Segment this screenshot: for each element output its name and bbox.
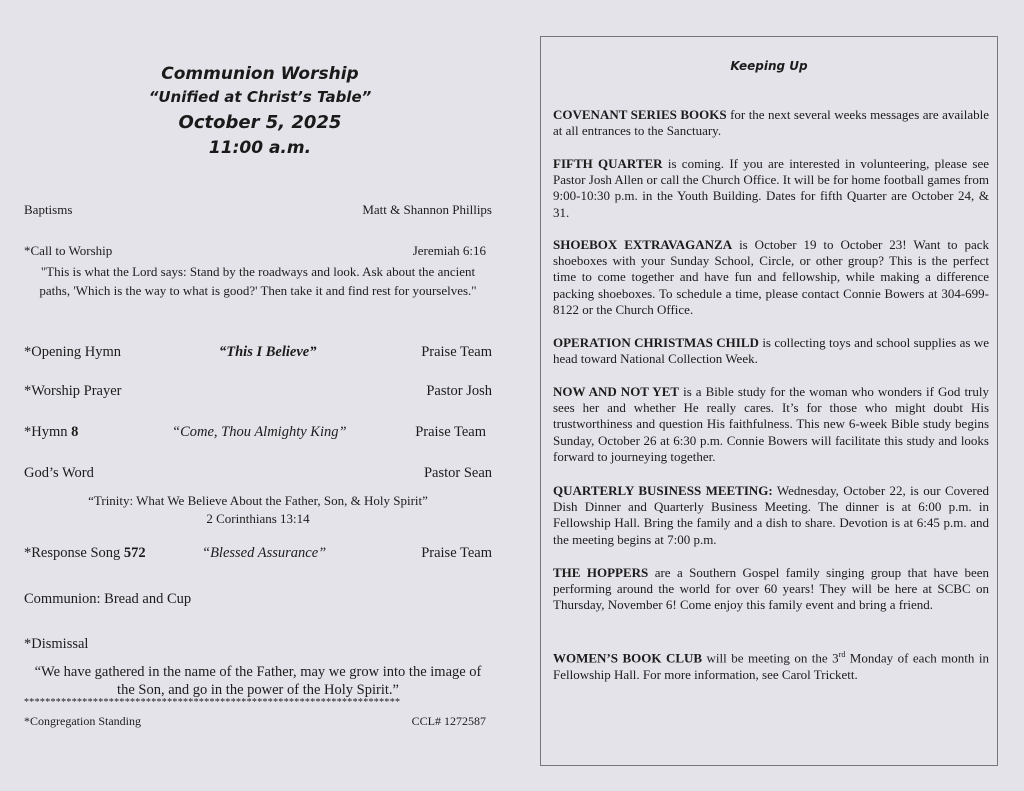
- call-quote: "This is what the Lord says: Stand by the roadways and look. Ask about the ancient paths, 'Which is the way to what is good?' Then take it and find rest for yourselves.": [39, 264, 477, 298]
- service-date: October 5, 2025: [178, 112, 342, 133]
- baptisms-names: Matt & Shannon Phillips: [362, 202, 492, 217]
- sermon-reference: 2 Corinthians 13:14: [206, 511, 310, 526]
- call-label: *Call to Worship: [24, 243, 113, 258]
- page-subtitle: “Unified at Christ’s Table”: [148, 88, 372, 106]
- opening-hymn-row: [24, 344, 492, 361]
- response-title: “Blessed Assurance”: [202, 545, 327, 561]
- announcement-shoebox: SHOEBOX EXTRAVAGANZA is October 19 to October 23! Want to pack shoeboxes with your Sunday School, Circle, or other group? This is the perfect time to come together and have fun and fellowship, while making a difference packing shoeboxes. To schedule a time, please contact Connie Bowers at 304-699-8122 or the Church Office.: [553, 237, 989, 317]
- opening-hymn-title: “This I Believe”: [219, 344, 317, 360]
- announcement-operation-christmas-child: OPERATION CHRISTMAS CHILD is collecting toys and school supplies as we head toward National Collection Week.: [553, 335, 989, 367]
- worship-prayer-row: [24, 383, 492, 400]
- page-title: Communion Worship: [161, 64, 359, 84]
- sermon-title: “Trinity: What We Believe About the Father, Son, & Holy Spirit”: [88, 493, 428, 508]
- ccl-number: CCL# 1272587: [411, 714, 486, 728]
- response-number: 572: [123, 545, 146, 561]
- baptisms-row: [24, 202, 492, 218]
- call-to-worship-row: [24, 243, 492, 259]
- communion-row: [24, 591, 492, 608]
- response-song-row: [24, 545, 492, 562]
- keeping-up-panel: [540, 36, 998, 766]
- opening-label: *Opening Hymn: [24, 344, 122, 360]
- dismissal-label: *Dismissal: [24, 636, 89, 652]
- prayer-label: *Worship Prayer: [24, 383, 122, 399]
- response-leader: Praise Team: [421, 545, 492, 561]
- divider-stars: ***********************************************************************: [24, 697, 401, 708]
- service-time: 11:00 a.m.: [208, 138, 312, 158]
- hymn-label: *Hymn 8: [24, 424, 79, 440]
- announcement-the-hoppers: THE HOPPERS are a Southern Gospel family singing group that have been performing around the world for over 60 years! They will be here at SCBC on Thursday, November 6! Come enjoy this family event and bring a friend.: [553, 565, 990, 613]
- hymn-title: “Come, Thou Almighty King”: [172, 424, 347, 440]
- communion-label: Communion: Bread and Cup: [24, 591, 192, 607]
- announcement-book-club: WOMEN’S BOOK CLUB will be meeting on the 3rd Monday of each month in Fellowship Hall. For more information, see Carol Trickett.: [553, 650, 989, 682]
- gods-word-row: [24, 465, 492, 482]
- baptisms-label: Baptisms: [24, 202, 73, 217]
- footer-row: [24, 714, 492, 729]
- announcement-covenant-books: COVENANT SERIES BOOKS for the next several weeks messages are available at all entrances to the Sanctuary.: [553, 107, 989, 139]
- word-leader: Pastor Sean: [423, 465, 492, 481]
- prayer-leader: Pastor Josh: [426, 383, 492, 399]
- dismissal-quote: “We have gathered in the name of the Father, may we grow into the image of the Son, and go in the power of the Holy Spirit.”: [34, 664, 482, 698]
- keeping-up-title: Keeping Up: [730, 59, 808, 73]
- call-reference: Jeremiah 6:16: [412, 243, 486, 258]
- hymn-number: 8: [71, 424, 79, 440]
- hymn-row: [24, 424, 492, 441]
- announcement-fifth-quarter: FIFTH QUARTER is coming. If you are interested in volunteering, please see Pastor Josh Allen or call the Church Office. It will be for home football games from 9:00-10:30 p.m. in the Youth Building. Dates for fifth Quarter are October 24, & 31.: [553, 156, 989, 220]
- announcement-business-meeting: QUARTERLY BUSINESS MEETING: Wednesday, October 22, is our Covered Dish Dinner and Quarterly Business Meeting. The dinner is at 6:00 p.m. in Fellowship Hall. Bring the family and a dish to share. Devotion is at 6:45 p.m. and the meeting begins at 7:00 p.m.: [553, 483, 989, 547]
- response-label: *Response Song 572: [24, 545, 146, 561]
- congregation-standing-note: *Congregation Standing: [24, 714, 141, 728]
- opening-leader: Praise Team: [421, 344, 492, 360]
- dismissal-row: [24, 636, 492, 653]
- word-label: God’s Word: [24, 465, 94, 481]
- hymn-leader: Praise Team: [415, 424, 486, 440]
- announcement-now-and-not-yet: NOW AND NOT YET is a Bible study for the woman who wonders if God truly sees her and whether He really cares. It’s for those who might doubt His trustworthiness and question His faithfulness. This new 6-week Bible study begins Sunday, October 26 at 6:30 p.m. Connie Bowers will facilitate this study and looks forward to journeying together.: [553, 384, 989, 464]
